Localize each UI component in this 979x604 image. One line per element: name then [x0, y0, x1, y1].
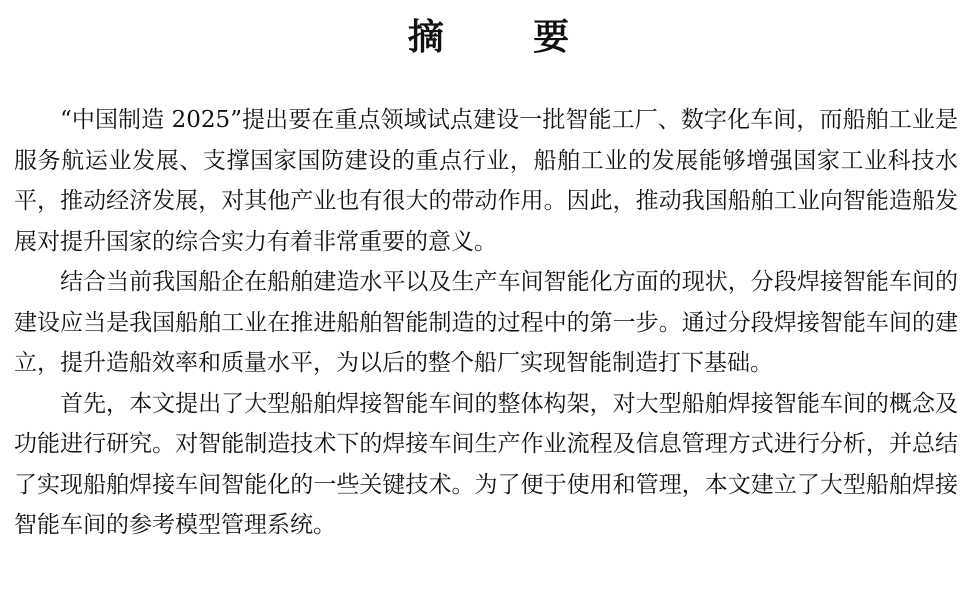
- abstract-paragraph-1: “中国制造 2025”提出要在重点领域试点建设一批智能工厂、数字化车间，而船舶工业是服务航运业发展、支撑国家国防建设的重点行业，船舶工业的发展能够增强国家工业科技水平，推动经济发展，对其他产业也有很大的带动作用。因此，推动我国船舶工业向智能造船发展对提升国家的综合实力有着非常重要的意义。: [14, 107, 958, 255]
- abstract-title: 摘 要: [407, 17, 572, 58]
- abstract-paragraph-2: 结合当前我国船企在船舶建造水平以及生产车间智能化方面的现状，分段焊接智能车间的建设应当是我国船舶工业在推进船舶智能制造的过程中的第一步。通过分段焊接智能车间的建立，提升造船效率和质量水平，为以后的整个船厂实现智能制造打下基础。: [14, 269, 958, 376]
- abstract-paragraph-3: 首先，本文提出了大型船舶焊接智能车间的整体构架，对大型船舶焊接智能车间的概念及功能进行研究。对智能制造技术下的焊接车间生产作业流程及信息管理方式进行分析，并总结了实现船舶焊接车间智能化的一些关键技术。为了便于使用和管理，本文建立了大型船舶焊接智能车间的参考模型管理系统。: [14, 390, 958, 538]
- abstract-body: [14, 100, 958, 546]
